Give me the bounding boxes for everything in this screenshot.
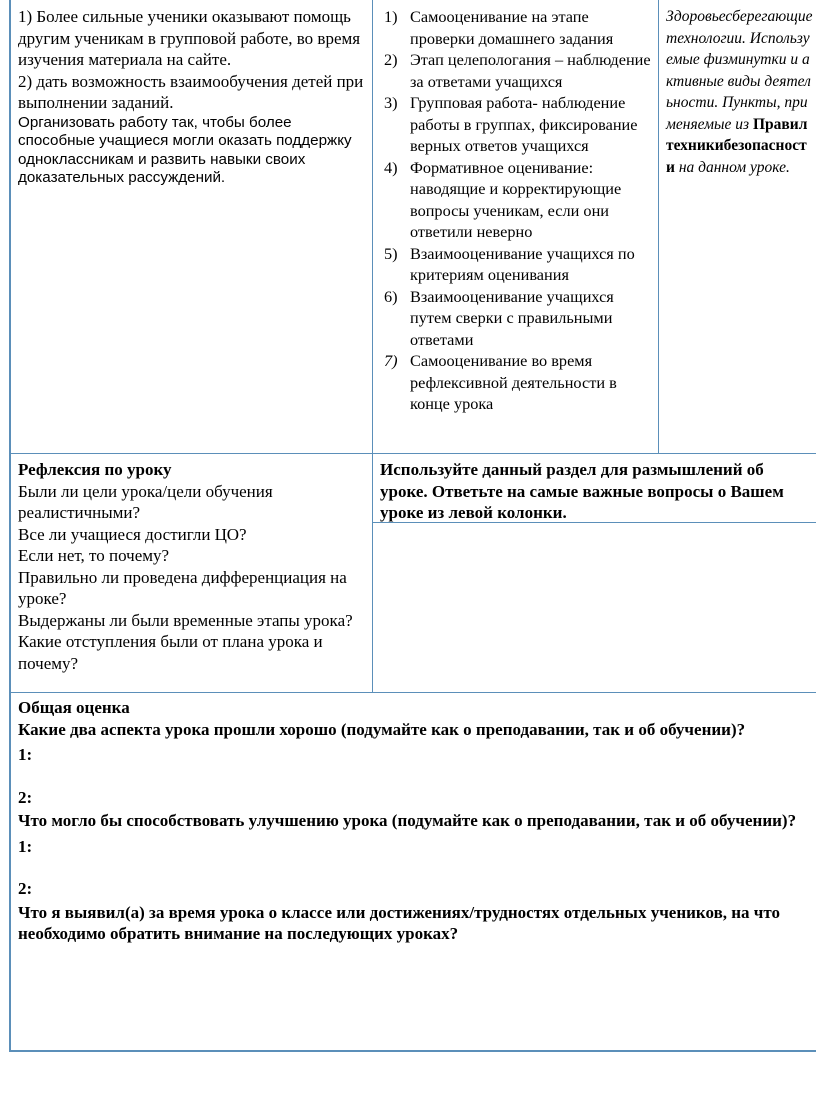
answer-label-1b: 1: [18,836,33,856]
item-number: 2) [384,50,398,69]
safety-rules-text: Правил техникибезопасности [666,115,808,176]
differentiation-item-1: 1) Более сильные ученики оказывают помощь другим ученикам в групповой работе, во время изучения материала на сайте. [18,7,361,69]
list-item [384,157,652,243]
list-item [384,350,652,415]
list-item [384,286,652,351]
item-text: Взаимооценивание учащихся по критериям оценивания [410,243,635,284]
col-divider-2 [658,0,659,453]
assessment-list [384,6,652,415]
overall-question-2: Что могло бы способствовать улучшению урока (подумайте как о преподавании, так и об обучении)? [18,811,797,830]
item-text: Групповая работа- наблюдение работы в группах, фиксирование верных ответов учащихся [410,93,638,155]
overall-heading: Общая оценка [18,698,130,717]
item-number: 7) [384,351,398,370]
reflection-question: Правильно ли проведена дифференциация на уроке? [18,567,347,608]
health-text-italic: Здоровьесберегающие технологии. Используемые физминутки и активные виды деятельности. Пункты, применяемые из [666,8,813,133]
item-text: Формативное оценивание: наводящие и корректирующие вопросы ученикам, если они ответили неверно [410,157,622,241]
item-text: Самооценивание во время рефлексивной деятельности в конце урока [410,351,617,413]
differentiation-note: Организовать работу так, чтобы более способные учащиеся могли оказать поддержку одноклассникам и развить навыки своих доказательных рассуждений. [18,113,352,186]
reflection-instruction: Используйте данный раздел для размышлений об уроке. Ответьте на самые важные вопросы о Вашем уроке из левой колонки. [380,460,784,522]
item-text: Самооценивание на этапе проверки домашнего задания [410,7,614,48]
reflection-question: Были ли цели урока/цели обучения реалистичными? [18,481,273,522]
list-item [384,92,652,157]
list-item [384,6,652,49]
reflection-question: Если нет, то почему? [18,546,170,565]
list-item [384,49,652,92]
overall-question-1: Какие два аспекта урока прошли хорошо (подумайте как о преподавании, так и об обучении)? [18,719,746,739]
overall-question-3: Что я выявил(а) за время урока о классе или достижениях/трудностях отдельных учеников, на что необходимо обратить внимание на последующих уроках? [18,902,781,943]
answer-label-2a: 2: [18,787,33,807]
reflection-answer-area[interactable] [373,523,816,692]
reflection-cell [18,459,368,674]
reflection-question: Какие отступления были от плана урока и почему? [18,632,323,673]
item-text: Этап целепологания – наблюдение за ответами учащихся [410,50,651,91]
health-text-italic-end: на данном уроке. [678,158,790,176]
item-number: 5) [384,243,398,263]
differentiation-cell [18,6,368,188]
item-number: 4) [384,157,398,177]
health-safety-cell [666,6,814,178]
list-item [384,243,652,286]
row-divider-3 [9,692,816,693]
overall-evaluation-cell [18,697,808,945]
assessment-cell [384,6,652,415]
reflection-question: Выдержаны ли были временные этапы урока? [18,610,353,630]
answer-label-2b: 2: [18,879,33,898]
item-number: 3) [384,93,398,112]
reflection-question: Все ли учащиеся достигли ЦО? [18,524,247,544]
differentiation-item-2: 2) дать возможность взаимообучения детей при выполнении заданий. [18,71,364,112]
reflection-instruction-cell [380,459,812,524]
row-divider-1 [9,453,816,454]
item-number: 1) [384,7,398,26]
reflection-heading: Рефлексия по уроку [18,460,172,479]
item-number: 6) [384,286,398,306]
answer-label-1a: 1: [18,745,33,764]
item-text: Взаимооценивание учащихся путем сверки с правильными ответами [410,286,614,349]
